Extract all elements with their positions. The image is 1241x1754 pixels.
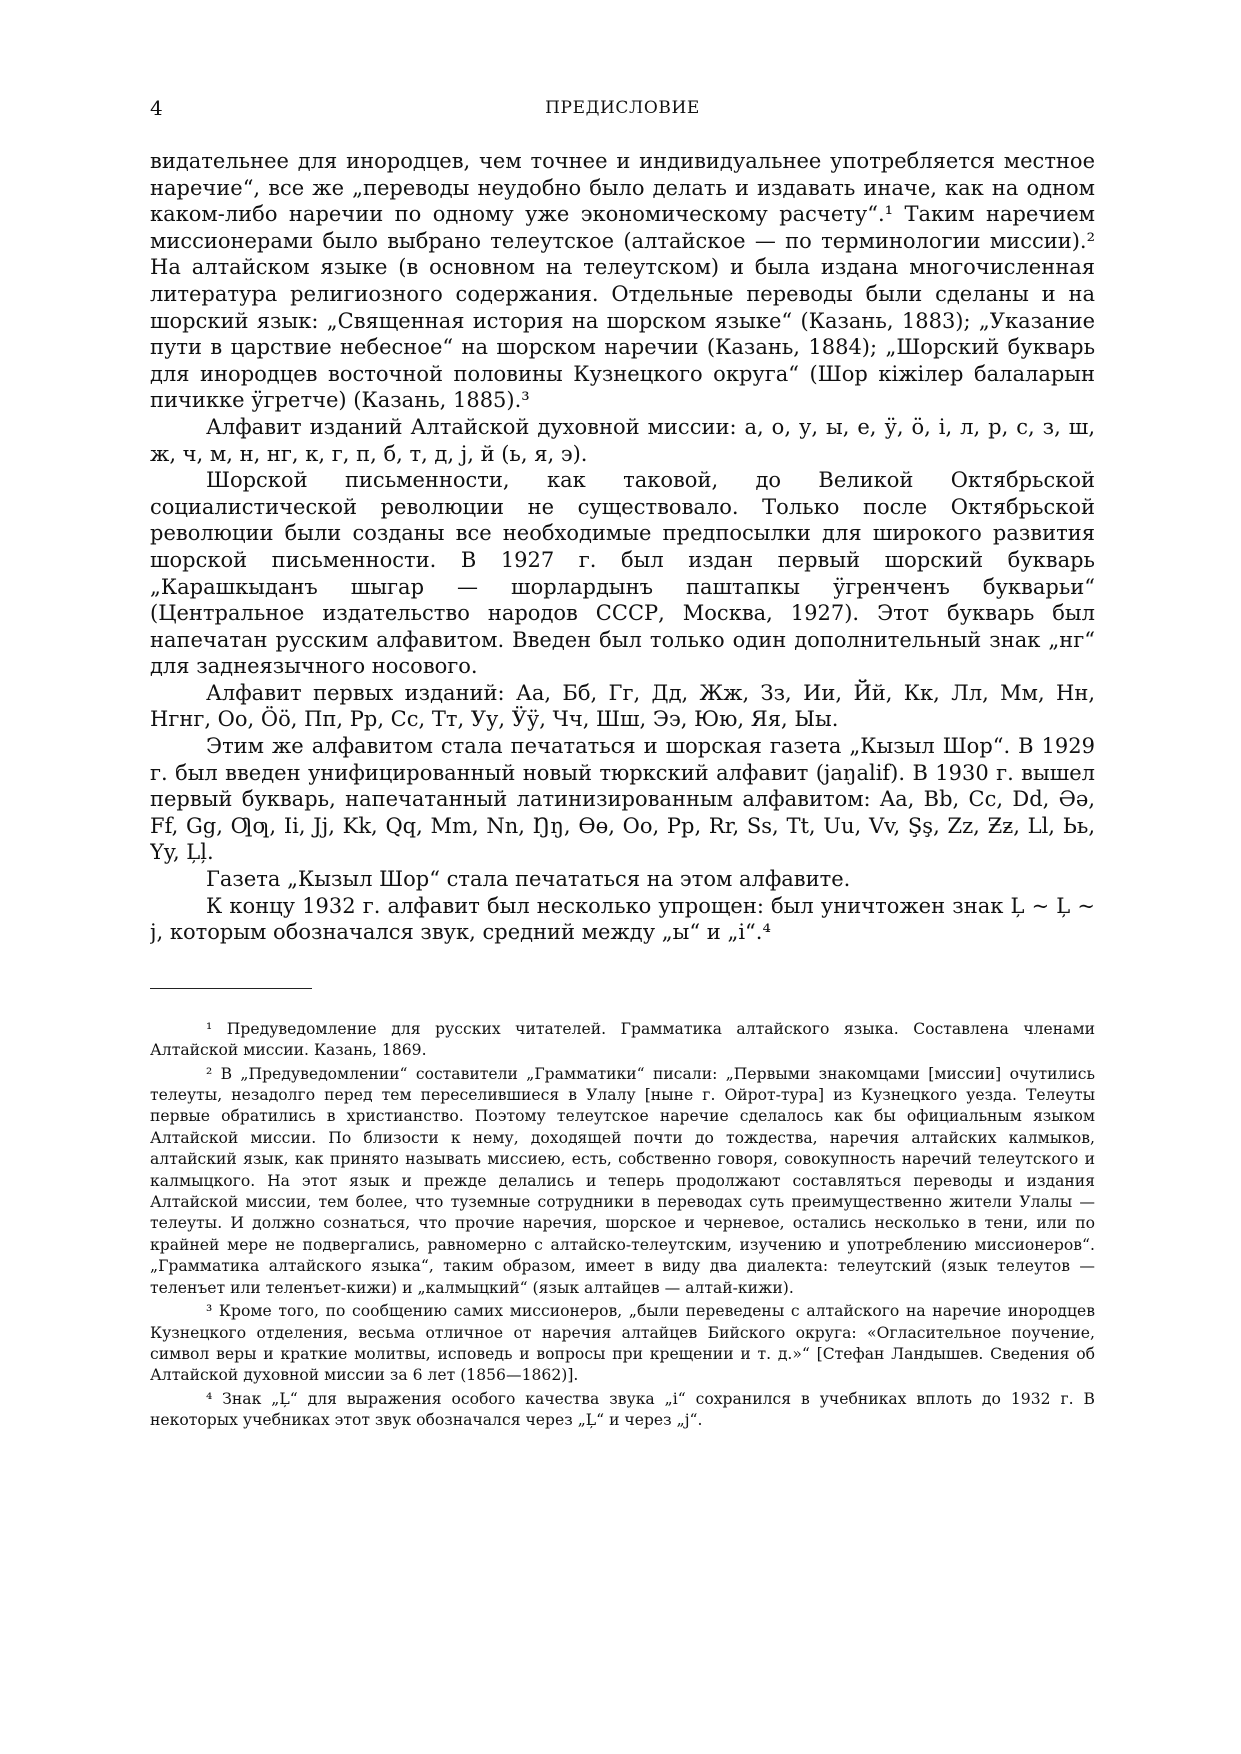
- running-title: ПРЕДИСЛОВИЕ: [545, 98, 700, 118]
- page-header: [150, 96, 1095, 136]
- footnotes: [150, 1019, 1095, 1432]
- footnote-divider: [150, 988, 312, 989]
- main-text: [150, 148, 1095, 946]
- page-number: 4: [150, 96, 164, 120]
- paragraph: Этим же алфавитом стала печататься и шорская газета „Кызыл Шор“. В 1929 г. был введен унифицированный новый тюркский алфавит (jaŋalif). В 1930 г. вышел первый букварь, напечатанный латинизированным алфавитом: Aa, Bb, Cc, Dd, Əə, Ff, Gg, Ƣƣ, Ii, Jj, Kk, Qq, Mm, Nn, Ŋŋ, Өө, Oo, Pp, Rr, Ss, Tt, Uu, Vv, Şş, Zz, Ƶƶ, Ll, Ьь, Yy, Ļļ.: [150, 734, 1095, 865]
- paragraph: К концу 1932 г. алфавит был несколько упрощен: был уничтожен знак Ļ ~ Ļ ~ j, которым обозначался звук, средний между „ы“ и „i“.⁴: [150, 893, 1095, 945]
- paragraph: Газета „Кызыл Шор“ стала печататься на этом алфавите.: [206, 867, 851, 892]
- footnote: ² В „Предуведомлении“ составители „Грамматики“ писали: „Первыми знакомцами [миссии] очутились телеуты, незадолго перед тем переселившиеся в Улалу [ныне г. Ойрот-тура] из Кузнецкого уезда. Телеуты первые обратились в христианство. Поэтому телеутское наречие сделалось как бы официальным языком Алтайской миссии. По близости к нему, доходящей почти до тождества, наречия алтайских калмыков, алтайский язык, как принято называть миссиею, есть, собственно говоря, совокупность наречий телеутского и калмыцкого. На этот язык и прежде делались и теперь продолжают составляться переводы и издания Алтайской миссии, тем более, что туземные сотрудники в переводах суть преимущественно жители Улалы — телеуты. И должно сознаться, что прочие наречия, шорское и черневое, остались несколько в тени, или по крайней мере не подвергались, равномерно с алтайско-телеутским, изучению и употреблению миссионеров“. „Грамматика алтайского языка“, таким образом, имеет в виду два диалекта: телеутский (язык телеутов — теленъет или теленъет-кижи) и „калмыцкий“ (язык алтайцев — алтай-кижи).: [150, 1064, 1095, 1297]
- paragraph: Алфавит первых изданий: Аа, Бб, Гг, Дд, Жж, Зз, Ии, Йй, Кк, Лл, Мм, Нн, Нгнг, Оо, Ӧӧ, Пп, Рр, Сс, Тт, Уу, Ӱӱ, Чч, Шш, Ээ, Юю, Яя, Ыы.: [150, 680, 1095, 732]
- paragraph: видательнее для инородцев, чем точнее и индивидуальнее употребляется местное наречие“, все же „переводы неудобно было делать и издавать иначе, как на одном каком-либо наречии по одному уже экономическому расчету“.¹ Таким наречием миссионерами было выбрано телеутское (алтайское — по терминологии миссии).² На алтайском языке (в основном на телеутском) и была издана многочисленная литература религиозного содержания. Отдельные переводы были сделаны и на шорский язык: „Священная история на шорском языке“ (Казань, 1883); „Указание пути в царствие небесное“ на шорском наречии (Казань, 1884); „Шорский букварь для инородцев восточной половины Кузнецкого округа“ (Шор кiжiлер балаларын пичикке ӱгретче) (Казань, 1885).³: [150, 149, 1095, 413]
- footnote: ⁴ Знак „Ļ“ для выражения особого качества звука „i“ сохранился в учебниках вплоть до 1932 г. В некоторых учебниках этот звук обозначался через „Ļ“ и через „j“.: [150, 1389, 1095, 1430]
- document-page: [150, 96, 1095, 1716]
- footnote: ³ Кроме того, по сообщению самих миссионеров, „были переведены с алтайского на наречие инородцев Кузнецкого отделения, весьма отличное от наречия алтайцев Бийского округа: «Огласительное поучение, символ веры и краткие молитвы, исповедь и вопросы при крещении и т. д.»“ [Стефан Ландышев. Сведения об Алтайской духовной миссии за 6 лет (1856—1862)].: [150, 1302, 1095, 1385]
- footnote: ¹ Предуведомление для русских читателей. Грамматика алтайского языка. Составлена членами Алтайской миссии. Казань, 1869.: [150, 1019, 1095, 1060]
- paragraph: Шорской письменности, как таковой, до Великой Октябрьской социалистической революции не существовало. Только после Октябрьской революции были созданы все необходимые предпосылки для широкого развития шорской письменности. В 1927 г. был издан первый шорский букварь „Карашкыданъ шыгар — шорлардынъ пaштaпкы ӱгренченъ букварьи“ (Центральное издательство народов СССР, Москва, 1927). Этот букварь был напечатан русским алфавитом. Введен был только один дополнительный знак „нг“ для заднеязычного носового.: [150, 468, 1095, 679]
- paragraph: Алфавит изданий Алтайской духовной миссии: а, о, у, ы, е, ӱ, ӧ, i, л, р, с, з, ш, ж, ч, м, н, нг, к, г, п, б, т, д, j, й (ь, я, э).: [150, 414, 1095, 466]
